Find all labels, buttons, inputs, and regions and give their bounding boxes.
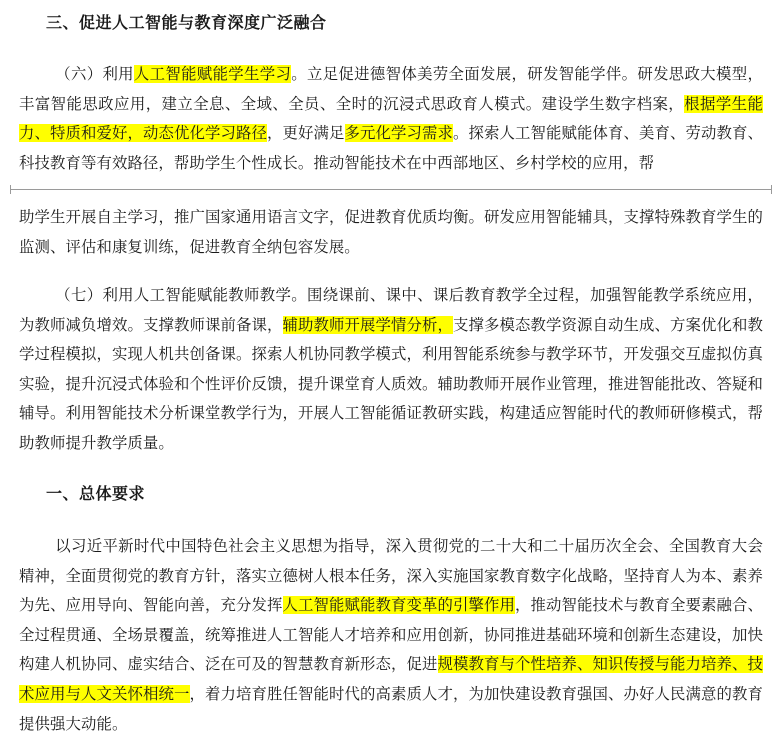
section-heading-3: 三、促进人工智能与教育深度广泛融合: [46, 13, 327, 32]
text-segment: （六）利用: [55, 65, 134, 83]
highlighted-text: 规模教育与个性培养、知识传授与能力培养、技术应用与人文关怀相统一: [19, 655, 763, 703]
highlighted-text: 人工智能赋能教育变革的引擎作用: [282, 596, 515, 615]
section-heading-1: 一、总体要求: [46, 484, 146, 503]
highlighted-text: 根据学生能力、特质和爱好，动态优化学习路径: [19, 94, 763, 143]
highlighted-text: 多元化学习需求: [344, 124, 453, 143]
paragraph-6-continued: [19, 203, 763, 262]
paragraph-7: [19, 281, 763, 459]
page-break-line: [10, 189, 772, 190]
page-break-separator: [0, 185, 782, 195]
text-segment: ，着力培育胜任智能时代的高素质人才，为加快建设教育强国、办好人民满意的教育提供强大动能。: [19, 684, 763, 733]
text-segment: ，推动智能技术与教育全要素融合、全过程贯通、全场景覆盖，统筹推进人工智能人才培养和应用创新，协同推进基础环境和创新生态建设，加快构建人机协同、虚实结合、泛在可及的智慧教育新形态，促进: [19, 596, 763, 674]
highlighted-text: 辅助教师开展学情分析，: [282, 315, 453, 334]
paragraph-overall-requirements: [19, 532, 763, 739]
page-corner-right: [771, 185, 782, 194]
text-segment: （七）利用人工智能赋能教师教学。围绕课前、课中、课后教育教学全过程，加强智能教学系统应用，为教师减负增效。支撑教师课前备课，: [19, 286, 763, 334]
highlighted-text: 人工智能赋能学生学习: [133, 65, 292, 83]
text-segment: 以习近平新时代中国特色社会主义思想为指导，深入贯彻党的二十大和二十届历次全会、全国教育大会精神，全面贯彻党的教育方针，落实立德树人根本任务，深入实施国家教育数字化战略，坚持育人为本、素养为先、应用导向、智能向善，充分发挥: [19, 537, 763, 615]
text-segment: 助学生开展自主学习，推广国家通用语言文字，促进教育优质均衡。研发应用智能辅具，支撑特殊教育学生的监测、评估和康复训练，促进教育全纳包容发展。: [19, 208, 763, 256]
paragraph-6: [19, 60, 763, 178]
text-segment: 支撑多模态教学资源自动生成、方案优化和教学过程模拟，实现人机共创备课。探索人机协同教学模式，利用智能系统参与教学环节，开发强交互虚拟仿真实验，提升沉浸式体验和个性评价反馈，提升课堂育人质效。辅助教师开展作业管理，推进智能批改、答疑和辅导。利用智能技术分析课堂教学行为，开展人工智能循证教研实践，构建适应智能时代的教师研修模式，帮助教师提升教学质量。: [19, 315, 763, 452]
text-segment: ，更好满足: [267, 124, 345, 143]
text-segment: 。立足促进德智体美劳全面发展，研发智能学伴。研发思政大模型，丰富智能思政应用，建立全息、全域、全员、全时的沉浸式思政育人模式。建设学生数字档案，: [19, 65, 763, 113]
text-segment: 。探索人工智能赋能体育、美育、劳动教育、科技教育等有效路径，帮助学生个性成长。推动智能技术在中西部地区、乡村学校的应用，帮: [19, 124, 763, 172]
